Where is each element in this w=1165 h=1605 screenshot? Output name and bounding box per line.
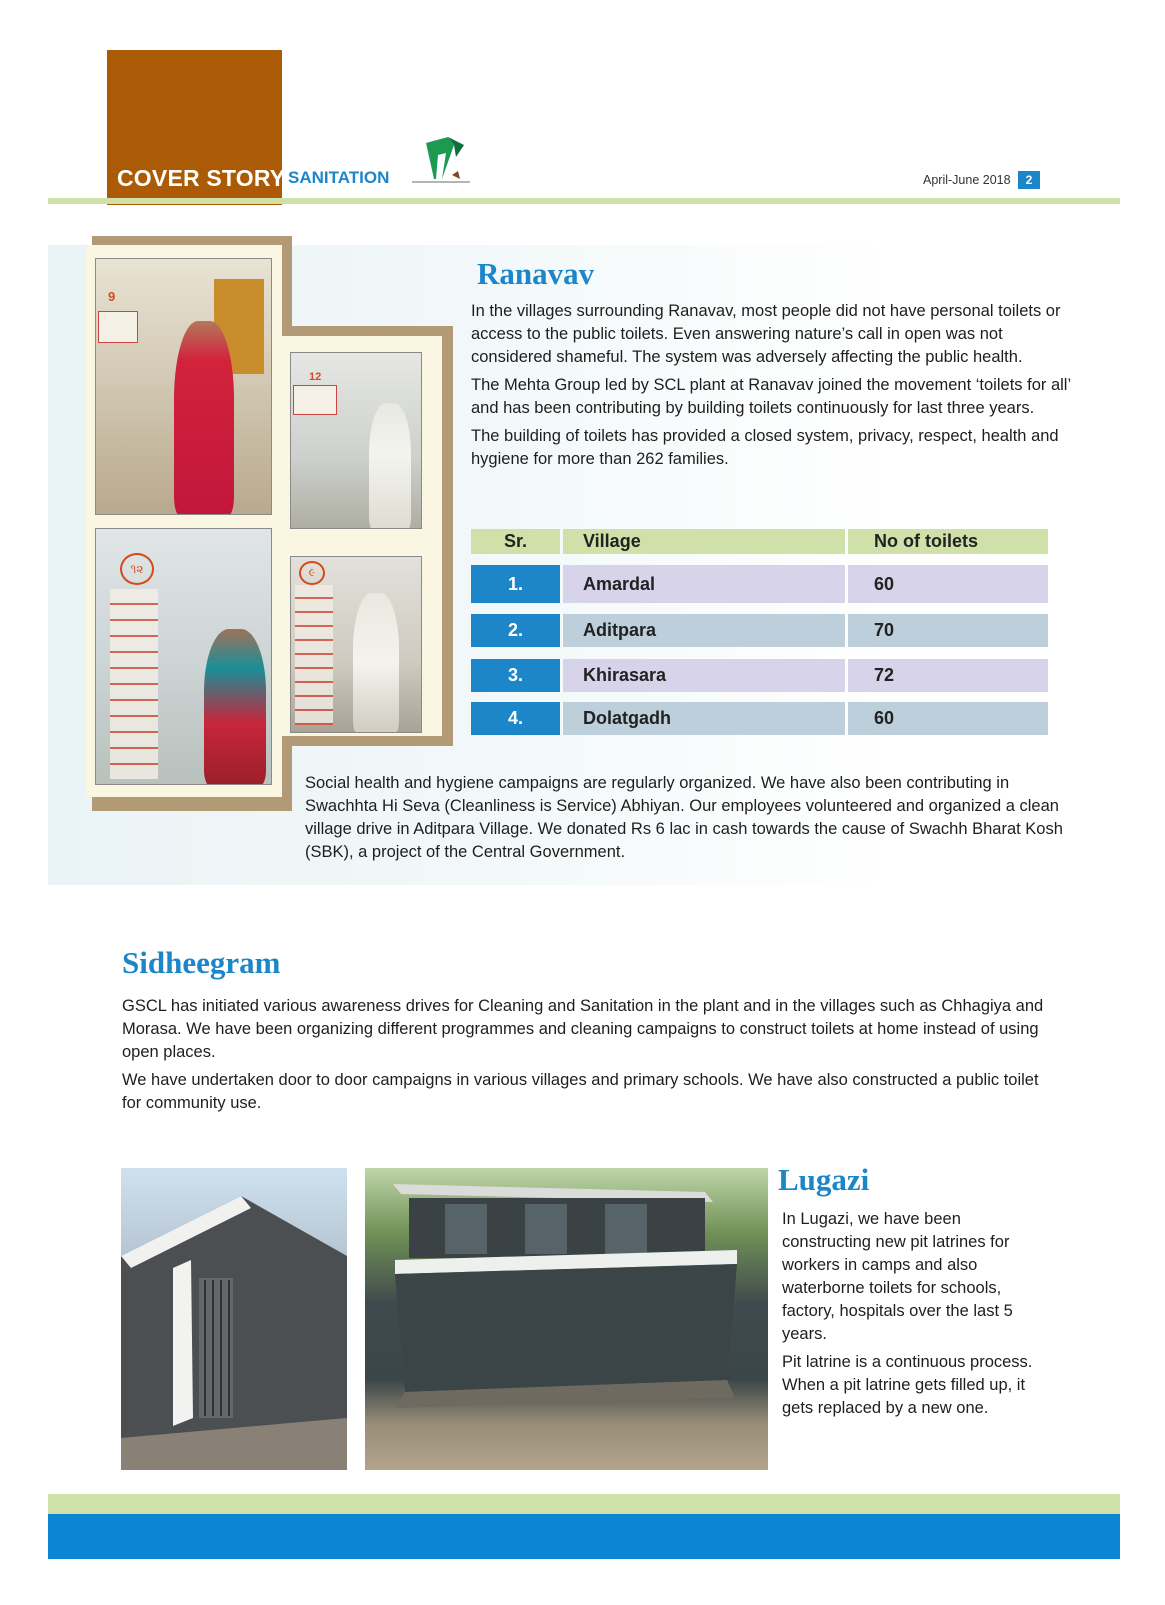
table-cell-toilets: 60 [848,565,1048,603]
man-figure [353,593,399,733]
page-number: 2 [1018,171,1040,189]
footer-green-band [48,1494,1120,1514]
table-cell-toilets: 72 [848,659,1048,692]
lugazi-paragraph-2: Pit latrine is a continuous process. When a pit latrine gets filled up, it gets replaced by a new one. [782,1353,1033,1417]
topic-label: SANITATION [288,168,390,187]
gujarati-painted-text [110,589,158,779]
toilet-number-label: 9 [108,289,116,304]
table-cell-sr: 2. [471,614,560,647]
gujarati-painted-text [295,585,333,725]
table-cell-sr: 1. [471,565,560,603]
sanitation-logo-icon [412,135,470,190]
toilet-number-label: ૧૨ [120,553,154,585]
section-label: COVER STORY [117,165,286,191]
man-figure [369,403,411,529]
lugazi-title: Lugazi [778,1162,870,1197]
ranavav-paragraph-3: The building of toilets has provided a closed system, privacy, respect, health and hygiene for more than 262 families. [471,427,1059,468]
table-cell-village: Dolatgadh [563,702,845,735]
sidheegram-paragraph-1: GSCL has initiated various awareness drives for Cleaning and Sanitation in the plant and in the villages such as Chhagiya and Morasa. We have been organizing different programmes and cleaning campaigns to construct toilets at home instead of using open places. [122,997,1044,1061]
campaign-paragraph: Social health and hygiene campaigns are regularly organized. We have also been contributing in Swachhta Hi Seva (Cleanliness is Service) Abhiyan. Our employees volunteered and organized a clean village drive in Aditpara Village. We donated Rs 6 lac in cash towards the cause of Swachh Bharat Kosh (SBK), a project of the Central Government. [305,774,1063,861]
toilet-number-label: ૯ [299,561,325,585]
toilet-number-label: 12 [309,371,322,383]
ranavav-body [471,300,1071,476]
photo-man-at-toilet-9-gujarati [290,556,422,733]
footer-blue-band [48,1514,1120,1559]
table-cell-toilets: 60 [848,702,1048,735]
table-cell-sr: 3. [471,659,560,692]
table-header-village: Village [563,529,845,554]
table-header-sr: Sr. [471,529,560,554]
photo-pit-latrine-block [365,1168,768,1470]
sidheegram-body [122,995,1052,1120]
ranavav-paragraph-2: The Mehta Group led by SCL plant at Ranavav joined the movement ‘toilets for all’ and has been contributing by building toilets continuously for last three years. [471,376,1071,417]
table-cell-sr: 4. [471,702,560,735]
woman-figure [174,321,234,515]
table-cell-toilets: 70 [848,614,1048,647]
table-header-toilets: No of toilets [848,529,1048,554]
photo-pit-latrine-small [121,1168,347,1470]
sidheegram-paragraph-2: We have undertaken door to door campaigns in various villages and primary schools. We have also constructed a public toilet for community use. [122,1071,1039,1112]
header-rule [48,198,1120,204]
woman-figure [204,629,266,785]
table-cell-village: Khirasara [563,659,845,692]
lugazi-paragraph-1: In Lugazi, we have been constructing new pit latrines for workers in camps and also waterborne toilets for schools, factory, hospitals over the last 5 years. [782,1210,1013,1343]
sidheegram-title: Sidheegram [122,945,281,980]
lugazi-body [782,1208,1047,1425]
gujarati-sign [98,311,138,343]
photo-man-at-toilet-12 [290,352,422,529]
photo-woman-at-toilet-9 [95,258,272,515]
table-cell-village: Amardal [563,565,845,603]
photo-woman-at-toilet-12-gujarati [95,528,272,785]
ranavav-title: Ranavav [477,256,595,291]
issue-date: April-June 2018 [923,173,1011,187]
gujarati-sign [293,385,337,415]
ranavav-paragraph-1: In the villages surrounding Ranavav, most people did not have personal toilets or access to the public toilets. Even answering nature’s call in open was not considered shameful. The system was adversely affecting the public health. [471,302,1061,366]
table-cell-village: Aditpara [563,614,845,647]
